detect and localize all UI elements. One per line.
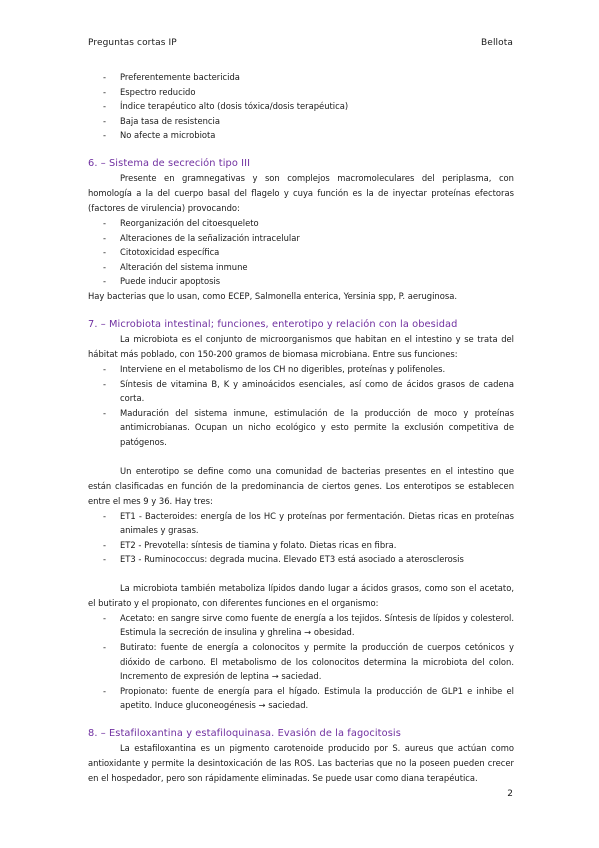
list-item: - Butirato: fuente de energía a colonocitos y permite la producción de cuerpos cetónicos y dióxido de carbono. El metabolismo de los colonocitos determina la microbiota del colon. Incremento de expresión de leptina → saciedad. bbox=[88, 640, 514, 684]
section-6-list bbox=[88, 216, 514, 289]
section-7-intro: La microbiota es el conjunto de microorganismos que habitan en el intestino y se trata del hábitat más poblado, con 150-200 gramos de biomasa microbiana. Entre sus funciones: bbox=[88, 333, 514, 359]
page-number: 2 bbox=[507, 789, 513, 799]
section-6-heading: 6. – Sistema de secreción tipo III bbox=[88, 157, 251, 169]
list-item: - Alteración del sistema inmune bbox=[88, 260, 514, 275]
list-item: - Alteraciones de la señalización intracelular bbox=[88, 231, 514, 246]
header-author: Bellota bbox=[481, 38, 513, 48]
list-item: - Interviene en el metabolismo de los CH no digeribles, proteínas y polifenoles. bbox=[88, 362, 514, 377]
list-item: - ET3 - Ruminococcus: degrada mucina. Elevado ET3 está asociado a aterosclerosis bbox=[88, 552, 514, 567]
list-item: - Preferentemente bactericida bbox=[88, 70, 514, 85]
list-item: - Índice terapéutico alto (dosis tóxica/dosis terapéutica) bbox=[88, 99, 514, 114]
list-item: - No afecte a microbiota bbox=[88, 128, 514, 143]
list-item: - Propionato: fuente de energía para el hígado. Estimula la producción de GLP1 e inhibe el apetito. Induce gluconeogénesis → saciedad. bbox=[88, 684, 514, 713]
section-8-heading: 8. – Estafiloxantina y estafiloquinasa. Evasión de la fagocitosis bbox=[88, 728, 401, 740]
list-item: - Síntesis de vitamina B, K y aminoácidos esenciales, así como de ácidos grasos de cadena corta. bbox=[88, 377, 514, 406]
header-title: Preguntas cortas IP bbox=[88, 38, 177, 48]
list-item: - Reorganización del citoesqueleto bbox=[88, 216, 514, 231]
section-8-body: La estafiloxantina es un pigmento carotenoide producido por S. aureus que actúan como antioxidante y permite la desintoxicación de las ROS. Las bacterias que no la poseen pueden crecer en el hospedador, pero son rápidamente eliminadas. Se puede usar como diana terapéutica. bbox=[88, 743, 514, 784]
lipids-list bbox=[88, 611, 514, 713]
page-content bbox=[88, 70, 514, 786]
list-item: - Puede inducir apoptosis bbox=[88, 274, 514, 289]
section-6-intro: Presente en gramnegativas y son complejos macromoleculares del periplasma, con homología a la del cuerpo basal del flagelo y cuya función es la de inyectar proteínas efectoras (factores de virulencia) provocando: bbox=[88, 172, 514, 213]
enterotype-intro: Un enterotipo se define como una comunidad de bacterias presentes en el intestino que están clasificadas en función de la predominancia de ciertos genes. Los enterotipos se establecen entre el mes 9 y 36. Hay tres: bbox=[88, 465, 514, 506]
list-item: - ET1 - Bacteroides: energía de los HC y proteínas por fermentación. Dietas ricas en proteínas animales y grasas. bbox=[88, 509, 514, 538]
list-item: - ET2 - Prevotella: síntesis de tiamina y folato. Dietas ricas en fibra. bbox=[88, 538, 514, 553]
enterotype-list bbox=[88, 509, 514, 567]
list-item: - Citotoxicidad específica bbox=[88, 245, 514, 260]
list-item: - Acetato: en sangre sirve como fuente de energía a los tejidos. Síntesis de lípidos y colesterol. Estimula la secreción de insulina y ghrelina → obesidad. bbox=[88, 611, 514, 640]
lipids-intro: La microbiota también metaboliza lípidos dando lugar a ácidos grasos, como son el acetato, el butirato y el propionato, con diferentes funciones en el organismo: bbox=[88, 582, 514, 608]
section-7-heading: 7. – Microbiota intestinal; funciones, enterotipo y relación con la obesidad bbox=[88, 318, 458, 330]
list-item: - Maduración del sistema inmune, estimulación de la producción de moco y proteínas antimicrobianas. Ocupan un nicho ecológico y esto permite la exclusión competitiva de patógenos. bbox=[88, 406, 514, 450]
section-7-functions bbox=[88, 362, 514, 450]
list-item: - Espectro reducido bbox=[88, 85, 514, 100]
properties-list bbox=[88, 70, 514, 143]
list-item: - Baja tasa de resistencia bbox=[88, 114, 514, 129]
section-6-closing: Hay bacterias que lo usan, como ECEP, Salmonella enterica, Yersinia spp, P. aeruginosa. bbox=[88, 290, 457, 301]
